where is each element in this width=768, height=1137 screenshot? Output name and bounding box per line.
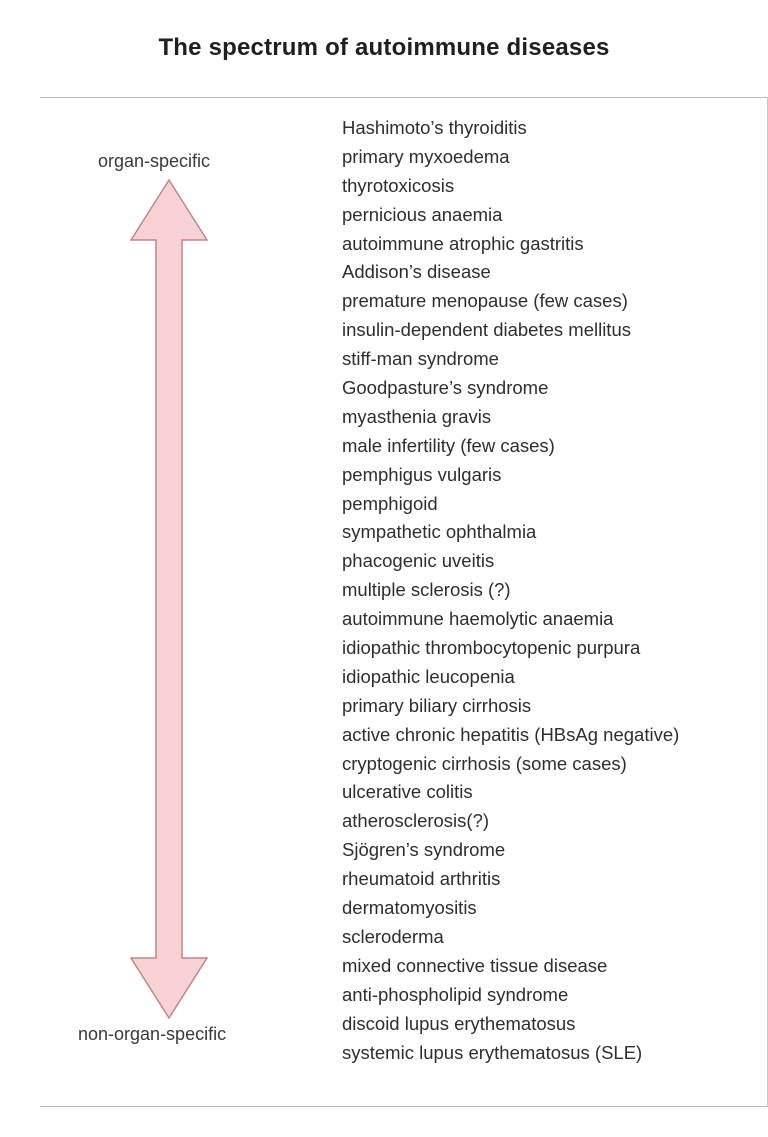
disease-item: rheumatoid arthritis xyxy=(342,868,501,890)
disease-item: autoimmune atrophic gastritis xyxy=(342,232,584,254)
disease-item: mixed connective tissue disease xyxy=(342,954,608,976)
disease-item: pemphigoid xyxy=(342,492,438,514)
disease-item: dermatomyositis xyxy=(342,897,477,919)
disease-item: thyrotoxicosis xyxy=(342,174,455,196)
disease-item: insulin-dependent diabetes mellitus xyxy=(342,319,631,341)
disease-item: male infertility (few cases) xyxy=(342,434,555,456)
disease-item: ulcerative colitis xyxy=(342,781,473,803)
disease-item: active chronic hepatitis (HBsAg negative) xyxy=(342,723,680,745)
spectrum-double-arrow xyxy=(128,178,210,1020)
non-organ-specific-label: non-organ-specific xyxy=(78,1024,227,1044)
disease-item: sympathetic ophthalmia xyxy=(342,521,537,543)
disease-item: anti-phospholipid syndrome xyxy=(342,983,569,1005)
disease-item: Sjögren’s syndrome xyxy=(342,839,506,861)
disease-item: myasthenia gravis xyxy=(342,405,492,427)
disease-item: multiple sclerosis (?) xyxy=(342,579,511,601)
double-arrow-shape xyxy=(131,180,207,1018)
disease-item: premature menopause (few cases) xyxy=(342,290,628,312)
disease-item: systemic lupus erythematosus (SLE) xyxy=(342,1041,643,1063)
disease-item: cryptogenic cirrhosis (some cases) xyxy=(342,752,627,774)
disease-item: idiopathic leucopenia xyxy=(342,665,515,687)
disease-item: Hashimoto’s thyroiditis xyxy=(342,117,527,138)
disease-item: Addison’s disease xyxy=(342,261,491,283)
disease-item: pemphigus vulgaris xyxy=(342,463,502,485)
disease-item: discoid lupus erythematosus xyxy=(342,1012,576,1034)
disease-item: pernicious anaemia xyxy=(342,203,503,225)
figure-title: The spectrum of autoimmune diseases xyxy=(158,34,610,61)
disease-item: primary biliary cirrhosis xyxy=(342,694,532,716)
disease-item: phacogenic uveitis xyxy=(342,550,495,572)
disease-item: atherosclerosis(?) xyxy=(342,810,490,832)
disease-item: primary myxoedema xyxy=(342,145,510,167)
disease-item: stiff-man syndrome xyxy=(342,348,499,370)
disease-item: idiopathic thrombocytopenic purpura xyxy=(342,637,641,659)
disease-item: autoimmune haemolytic anaemia xyxy=(342,608,614,630)
organ-specific-label: organ-specific xyxy=(98,151,211,171)
disease-item: Goodpasture’s syndrome xyxy=(342,377,549,399)
disease-list xyxy=(342,114,679,1067)
disease-item: scleroderma xyxy=(342,925,444,947)
